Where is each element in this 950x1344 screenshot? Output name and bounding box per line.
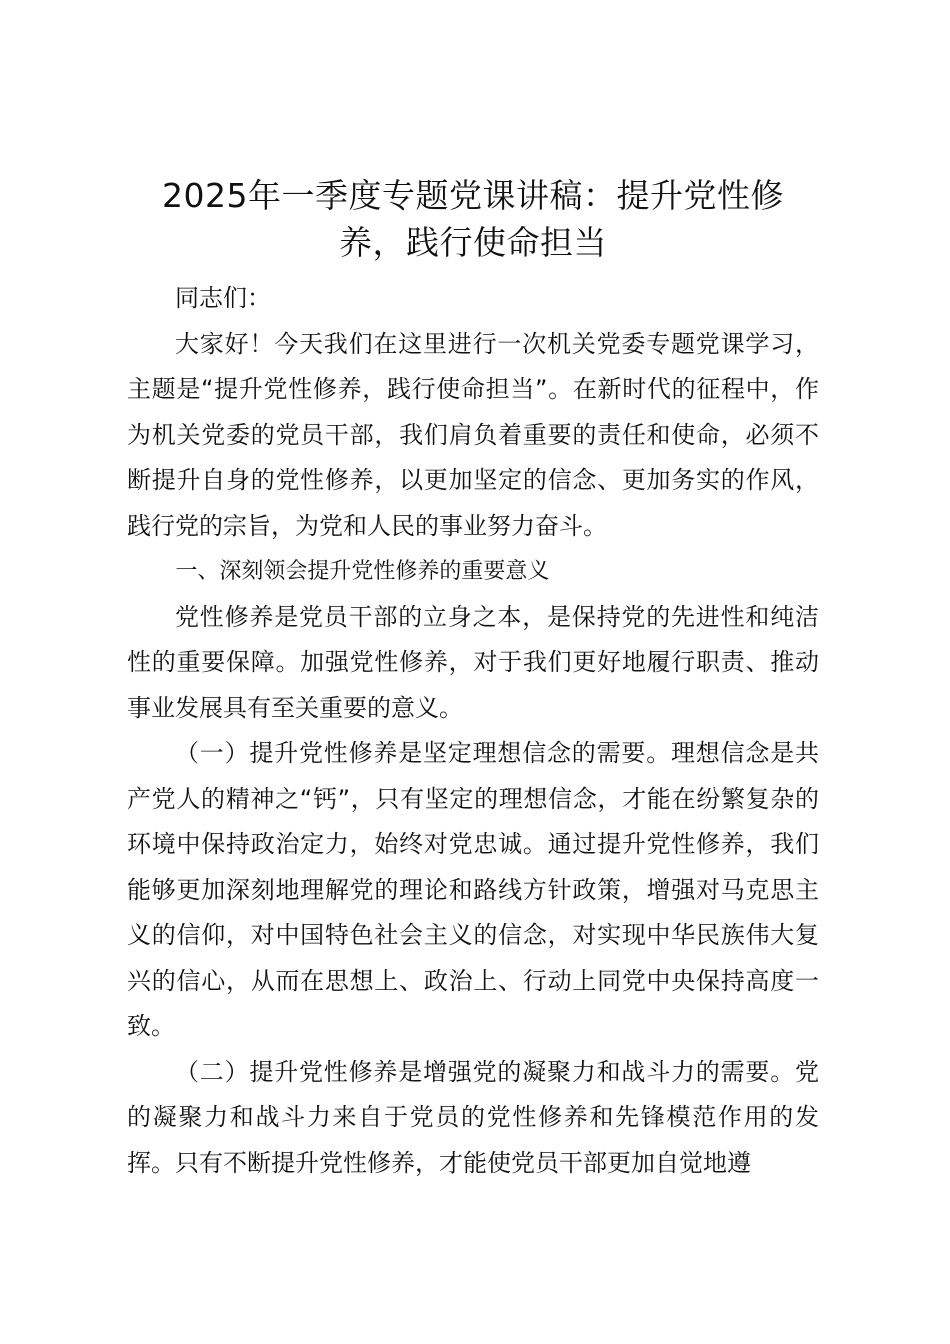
point-one-paragraph: （一）提升党性修养是坚定理想信念的需要。理想信念是共产党人的精神之“钙”，只有坚定的理想信念，才能在纷繁复杂的环境中保持政治定力，始终对党忠诚。通过提升党性修养，我们能够更加深刻地理解党的理论和路线方针政策，增强对马克思主义的信仰，对中国特色社会主义的信念，对实现中华民族伟大复兴的信心，从而在思想上、政治上、行动上同党中央保持高度一致。 [127,739,819,1040]
salutation: 同志们： [175,284,271,312]
intro-paragraph: 大家好！今天我们在这里进行一次机关党委专题党课学习，主题是“提升党性修养，践行使命担当”。在新时代的征程中，作为机关党委的党员干部，我们肩负着重要的责任和使命，必须不断提升自身的党性修养，以更加坚定的信念、更加务实的作风，践行党的宗旨，为党和人民的事业努力奋斗。 [127,329,819,540]
point-two-paragraph: （二）提升党性修养是增强党的凝聚力和战斗力的需要。党的凝聚力和战斗力来自于党员的党性修养和先锋模范作用的发挥。只有不断提升党性修养，才能使党员干部更加自觉地遵 [127,1057,819,1177]
section-heading: 一、深刻领会提升党性修养的重要意义 [175,559,550,584]
section-intro-paragraph: 党性修养是党员干部的立身之本，是保持党的先进性和纯洁性的重要保障。加强党性修养，对于我们更好地履行职责、推动事业发展具有至关重要的意义。 [127,602,819,722]
document-body [127,172,819,1186]
document-title: 2025年一季度专题党课讲稿：提升党性修养，践行使命担当 [162,176,784,262]
